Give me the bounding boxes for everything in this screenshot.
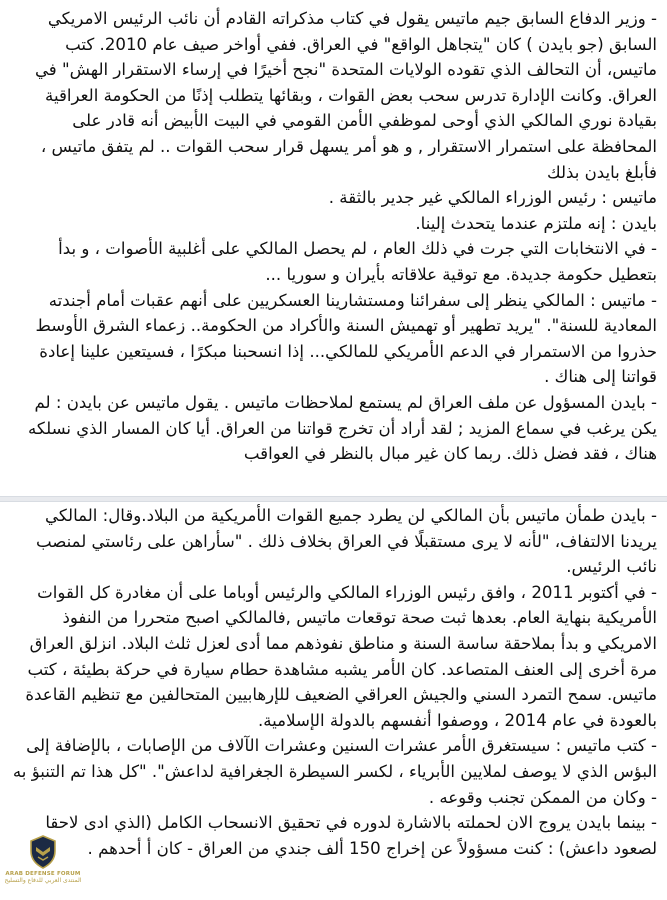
watermark-name-ar: المنتدى العربي للدفاع والتسليح (4, 877, 82, 884)
paragraph-biden-iraq-file: - بايدن المسؤول عن ملف العراق لم يستمع لملاحظات ماتيس . يقول ماتيس عن بايدن : لم يكن يرغب في سماع المزيد ; لقد أراد أن تخرج قواتنا من العراق. أيا كان المسار الذي نسلكه هناك ، فقد فضل ذلك. ربما كان غير مبال بالنظر في العواقب (28, 392, 657, 464)
paragraph-biden-reply: بايدن : إنه ملتزم عندما يتحدث إلينا. (415, 213, 657, 233)
forum-emblem-icon (28, 834, 58, 870)
watermark-name-en: ARAB DEFENSE FORUM (5, 871, 81, 877)
article-top-section (10, 6, 657, 496)
paragraph-mattis-quote: ماتيس : رئيس الوزراء المالكي غير جدير بالثقة . (328, 188, 657, 208)
paragraph-mattis-casualties: - كتب ماتيس : سيستغرق الأمر عشرات السنين وعشرات الآلاف من الإصابات ، بالإضافة إلى البؤس الذي لا يوصف لملايين الأبرياء ، لكسر السيطرة الجغرافية لداعش". "كل هذا تم التنبؤ به - وكان من الممكن تجنب وقوعه . (12, 736, 657, 807)
paragraph-biden-reassurance: - بايدن طمأن ماتيس بأن المالكي لن يطرد جميع القوات الأمريكية من البلاد.وقال: المالكي يريدنا الالتفاف، "لأنه لا يرى مستقبلًا في العراق بخلاف ذلك . "سأراهن على رئاستي لمنصب نائب الرئيس. (35, 506, 657, 577)
arab-defense-forum-watermark (4, 834, 82, 894)
paragraph-mattis-intro: - وزير الدفاع السابق جيم ماتيس يقول في كتاب مذكراته القادم أن نائب الرئيس الامريكي السابق (جو بايدن ) كان "يتجاهل الواقع" في العراق. ففي أواخر صيف عام 2010. كتب ماتيس، أن التحالف الذي تقوده الولايات المتحدة "نجح أخيرًا في إرساء الاستقرار الهش" في العراق. وكانت الإدارة تدرس سحب بعض القوات ، وبقائها يتطلب إذنًا من الحكومة العراقية بقيادة نوري المالكي الذي أوحى لموظفي الأمن القومي في البيت الأبيض أنه قادر على المحافظة على استمرار الاستقرار , و هو أمر يسهل قرار سحب القوات .. لم يتفق ماتيس ، فأبلغ بايدن بذلك (34, 9, 657, 182)
paragraph-elections: - في الانتخابات التي جرت في ذلك العام ، لم يحصل المالكي على أغلبية الأصوات ، و بدأ بتعطيل حكومة جديدة. مع توقية علاقاته بأيران و سوريا ... (58, 239, 657, 284)
paragraph-mattis-maliki: - ماتيس : المالكي ينظر إلى سفرائنا ومستشارينا العسكريين على أنهم عقبات أمام أجندته المعادية للسنة". "يريد تطهير أو تهميش السنة والأكراد من الحكومة.. زعماء الشرق الأوسط حذروا من الاستمرار في الدعم الأمريكي للمالكي... إذا انسحبنا مبكرًا ، فسيتعين علينا إعادة قواتنا إلى هناك . (35, 290, 657, 387)
section-divider (0, 496, 667, 502)
paragraph-biden-campaign: - بينما بايدن يروج الان لحملته بالاشارة لدوره في تحقيق الانسحاب الكامل (الذي ادى لاحقا لصعود داعش) : كنت مسؤولاً عن إخراج 150 ألف جندي من العراق - كان أ أحدهم . (45, 813, 657, 858)
paragraph-october-2011: - في أكتوبر 2011 ، وافق رئيس الوزراء المالكي والرئيس أوباما على أن مغادرة كل القوات الأمريكية بنهاية العام. بعدها ثبت صحة توقعات ماتيس ,فالمالكي اصبح متحررا من النفوذ الامريكي و بدأ بملاحقة ساسة السنة و مناطق نفوذهم مما أدى لعزل ثلث البلاد. انزلق العراق مرة أخرى إلى العنف المتصاعد. كان الأمر يشبه مشاهدة حطام سيارة في حركة بطيئة ، كتب ماتيس. سمح التمرد السني والجيش العراقي الضعيف للإرهابيين المتحالفين مع تنظيم القاعدة بالعودة في عام 2014 ، ووصفوا أنفسهم بالدولة الإسلامية. (25, 582, 657, 730)
